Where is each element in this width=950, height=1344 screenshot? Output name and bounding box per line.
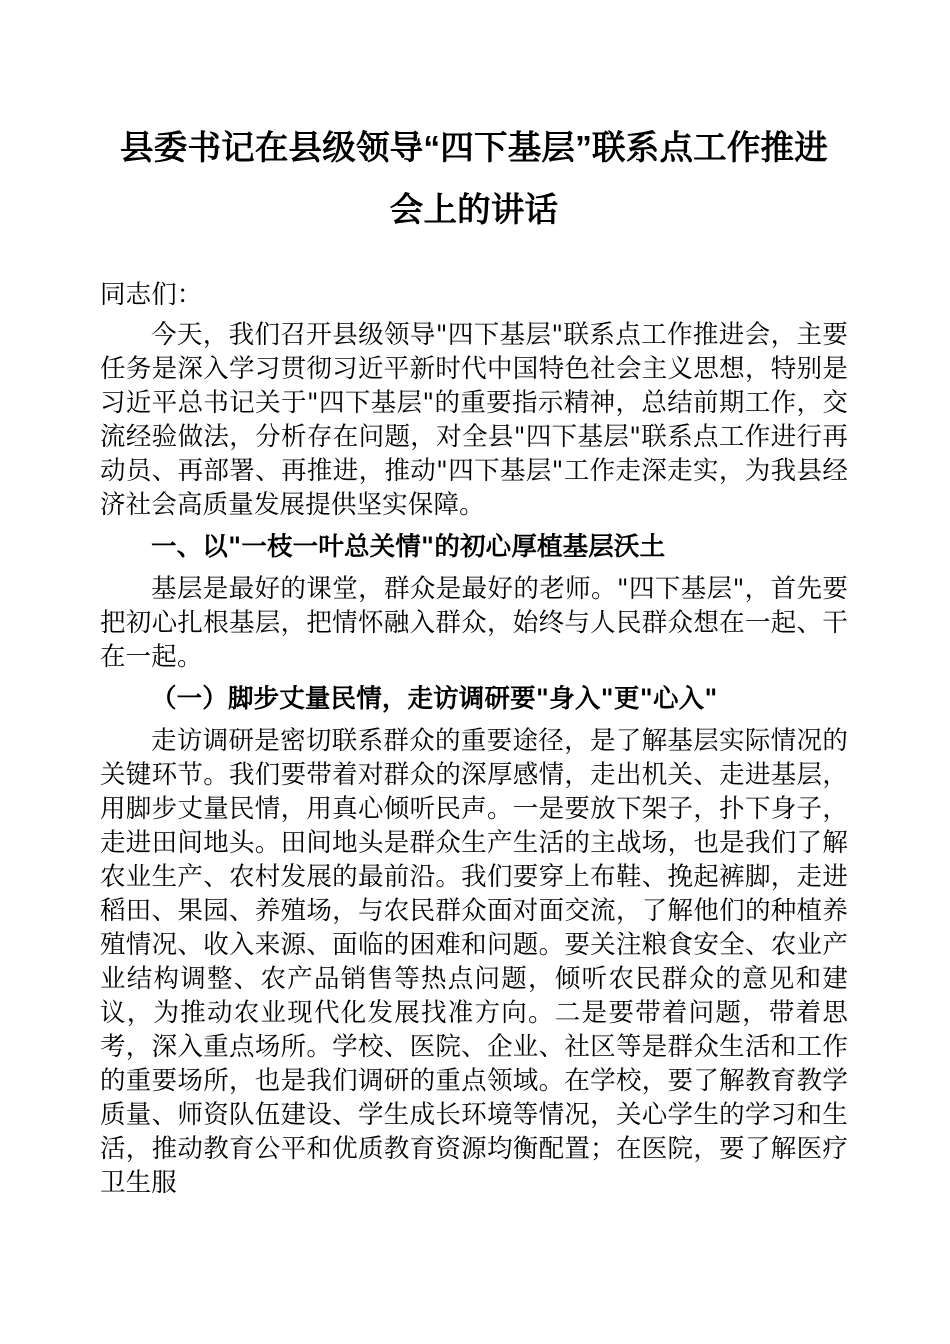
spacer [100, 716, 848, 724]
opening-paragraph: 今天，我们召开县级领导"四下基层"联系点工作推进会，主要任务是深入学习贯彻习近平新时代中国特色社会主义思想，特别是习近平总书记关于"四下基层"的重要指示精神，总结前期工作，交流经验做法，分析存在问题，对全县"四下基层"联系点工作进行再动员、再部署、再推进，推动"四下基层"工作走深走实，为我县经济社会高质量发展提供坚实保障。 [100, 320, 848, 520]
page-title: 县委书记在县级领导“四下基层”联系点工作推进会上的讲话 [120, 130, 828, 229]
section-heading-one: 一、以"一枝一叶总关情"的初心厚植基层沃土 [151, 532, 666, 562]
salutation: 同志们： [100, 280, 203, 310]
section-one-lead-paragraph: 基层是最好的课堂，群众是最好的老师。"四下基层"，首先要把初心扎根基层，把情怀融入群众，始终与人民群众想在一起、干在一起。 [100, 574, 848, 672]
spacer [100, 564, 848, 572]
subsection-heading-one-one: （一）脚步丈量民情，走访调研要"身入"更"心入" [151, 684, 718, 714]
subsection-one-one-paragraph: 走访调研是密切联系群众的重要途径，是了解基层实际情况的关键环节。我们要带着对群众的深厚感情，走出机关、走进基层，用脚步丈量民情，用真心倾听民声。一是要放下架子，扑下身子，走进田间地头。田间地头是群众生产生活的主战场，也是我们了解农业生产、农村发展的最前沿。我们要穿上布鞋、挽起裤脚，走进稻田、果园、养殖场，与农民群众面对面交流，了解他们的种植养殖情况、收入来源、面临的困难和问题。要关注粮食安全、农业产业结构调整、农产品销售等热点问题，倾听农民群众的意见和建议，为推动农业现代化发展找准方向。二是要带着问题，带着思考，深入重点场所。学校、医院、企业、社区等是群众生活和工作的重要场所，也是我们调研的重点领域。在学校，要了解教育教学质量、师资队伍建设、学生成长环境等情况，关心学生的学习和生活，推动教育公平和优质教育资源均衡配置；在医院，要了解医疗卫生服 [100, 726, 848, 1198]
spacer [100, 674, 848, 682]
page-bottom-whitespace [100, 1200, 848, 1340]
spacer [100, 522, 848, 530]
